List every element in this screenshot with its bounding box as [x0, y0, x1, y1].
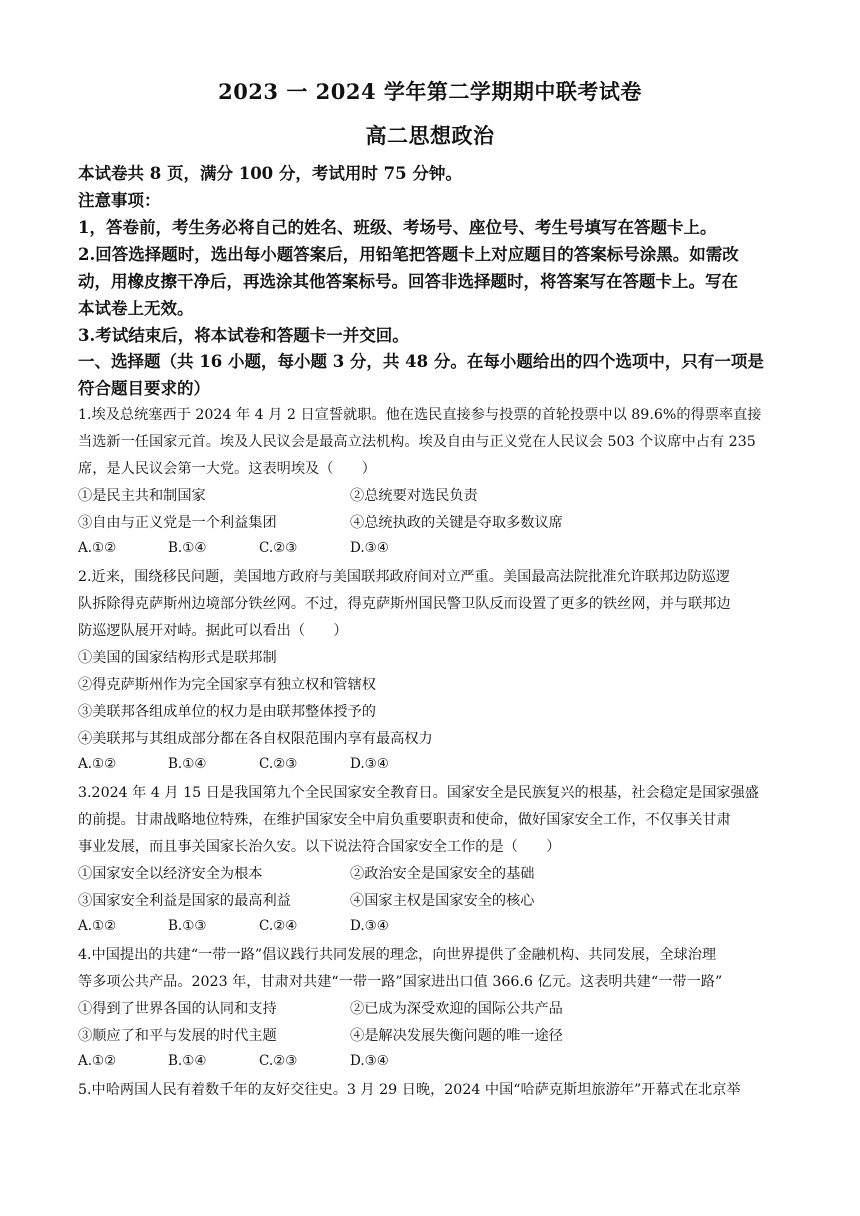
notice-heading: 注意事项： — [78, 191, 161, 210]
answer-choice-b: B.①④ — [168, 756, 207, 772]
question-1-line-1: 1.埃及总统塞西于 2024 年 4 月 2 日宣誓就职。他在选民直接参与投票的首轮投票中以 89.6%的得票率直接 — [78, 407, 762, 423]
answer-choice-b: B.①④ — [168, 540, 207, 556]
notice-2-line-2: 动，用橡皮擦干净后，再选涂其他答案标号。回答非选择题时，将答案写在答题卡上。写在 — [78, 272, 738, 291]
option-statement: ④总统执政的关键是夺取多数议席 — [350, 515, 563, 531]
answer-choice-c: C.②③ — [259, 756, 298, 772]
question-3-line-2: 的前提。甘肃战略地位特殊，在维护国家安全中肩负重要职责和使命，做好国家安全工作，不仅事关甘肃 — [78, 812, 731, 828]
notice-1: 1，答卷前，考生务必将自己的姓名、班级、考场号、座位号、考生号填写在答题卡上。 — [78, 218, 717, 237]
option-statement: ①是民主共和制国家 — [78, 488, 206, 504]
option-statement: ①得到了世界各国的认同和支持 — [78, 1001, 277, 1017]
question-4-line-1: 4.中国提出的共建“一带一路”倡议践行共同发展的理念，向世界提供了金融机构、共同发展，全球治理 — [78, 947, 717, 963]
question-3-line-3: 事业发展，而且事关国家长治久安。以下说法符合国家安全工作的是（ ） — [78, 839, 561, 855]
section-heading-line-2: 符合题目要求的） — [78, 379, 210, 398]
option-statement: ②已成为深受欢迎的国际公共产品 — [350, 1001, 563, 1017]
answer-choice-b: B.①③ — [168, 918, 207, 934]
answer-choice-a: A.①② — [78, 540, 117, 556]
answer-choice-d: D.③④ — [350, 756, 389, 772]
option-statement: ①国家安全以经济安全为根本 — [78, 866, 263, 882]
option-statement: ②总统要对选民负责 — [350, 488, 478, 504]
question-5-line-1: 5.中哈两国人民有着数千年的友好交往史。3 月 29 日晚，2024 中国“哈萨克斯坦旅游年”开幕式在北京举 — [78, 1082, 741, 1098]
subject-title: 高二思想政治 — [365, 123, 495, 148]
option-statement: ②政治安全是国家安全的基础 — [350, 866, 535, 882]
exam-info: 本试卷共 8 页，满分 100 分，考试用时 75 分钟。 — [78, 164, 462, 183]
question-3-line-1: 3.2024 年 4 月 15 日是我国第九个全民国家安全教育日。国家安全是民族复兴的根基，社会稳定是国家强盛 — [78, 785, 759, 801]
answer-choice-c: C.②③ — [259, 1053, 298, 1069]
option-statement: ④是解决发展失衡问题的唯一途径 — [350, 1028, 563, 1044]
option-statement: ④国家主权是国家安全的核心 — [350, 893, 535, 909]
notice-3: 3.考试结束后，将本试卷和答题卡一并交回。 — [78, 326, 409, 345]
question-2-option-1: ①美国的国家结构形式是联邦制 — [78, 650, 277, 666]
question-2-line-3: 防巡逻队展开对峙。据此可以看出（ ） — [78, 623, 348, 639]
answer-choice-d: D.③④ — [350, 918, 389, 934]
option-statement: ③顺应了和平与发展的时代主题 — [78, 1028, 277, 1044]
question-2-option-2: ②得克萨斯州作为完全国家享有独立权和管辖权 — [78, 677, 376, 693]
answer-choice-a: A.①② — [78, 918, 117, 934]
option-statement: ③国家安全利益是国家的最高利益 — [78, 893, 291, 909]
exam-title: 2023 一 2024 学年第二学期期中联考试卷 — [218, 79, 642, 104]
question-1-line-3: 席，是人民议会第一大党。这表明埃及（ ） — [78, 461, 376, 477]
answer-choice-c: C.②③ — [259, 540, 298, 556]
question-1-line-2: 当选新一任国家元首。埃及人民议会是最高立法机构。埃及自由与正义党在人民议会 503 个议席中占有 235 — [78, 434, 756, 450]
question-2-option-3: ③美联邦各组成单位的权力是由联邦整体授予的 — [78, 704, 376, 720]
question-4-line-2: 等多项公共产品。2023 年，甘肃对共建“一带一路”国家进出口值 366.6 亿元。这表明共建“一带一路” — [78, 974, 723, 990]
option-statement: ③自由与正义党是一个利益集团 — [78, 515, 277, 531]
question-2-line-1: 2.近来，围绕移民问题，美国地方政府与美国联邦政府间对立严重。美国最高法院批准允许联邦边防巡逻 — [78, 569, 730, 585]
answer-choice-d: D.③④ — [350, 1053, 389, 1069]
question-2-line-2: 队拆除得克萨斯州边境部分铁丝网。不过，得克萨斯州国民警卫队反而设置了更多的铁丝网，并与联邦边 — [78, 596, 731, 612]
section-heading-line-1: 一、选择题（共 16 小题，每小题 3 分，共 48 分。在每小题给出的四个选项中，只有一项是 — [78, 352, 764, 371]
question-2-option-4: ④美联邦与其组成部分都在各自权限范围内享有最高权力 — [78, 731, 433, 747]
answer-choice-a: A.①② — [78, 756, 117, 772]
notice-2-line-3: 本试卷上无效。 — [78, 299, 194, 318]
answer-choice-b: B.①④ — [168, 1053, 207, 1069]
notice-2-line-1: 2.回答选择题时，选出每小题答案后，用铅笔把答题卡上对应题目的答案标号涂黑。如需改 — [78, 245, 739, 264]
answer-choice-d: D.③④ — [350, 540, 389, 556]
answer-choice-c: C.②④ — [259, 918, 298, 934]
answer-choice-a: A.①② — [78, 1053, 117, 1069]
